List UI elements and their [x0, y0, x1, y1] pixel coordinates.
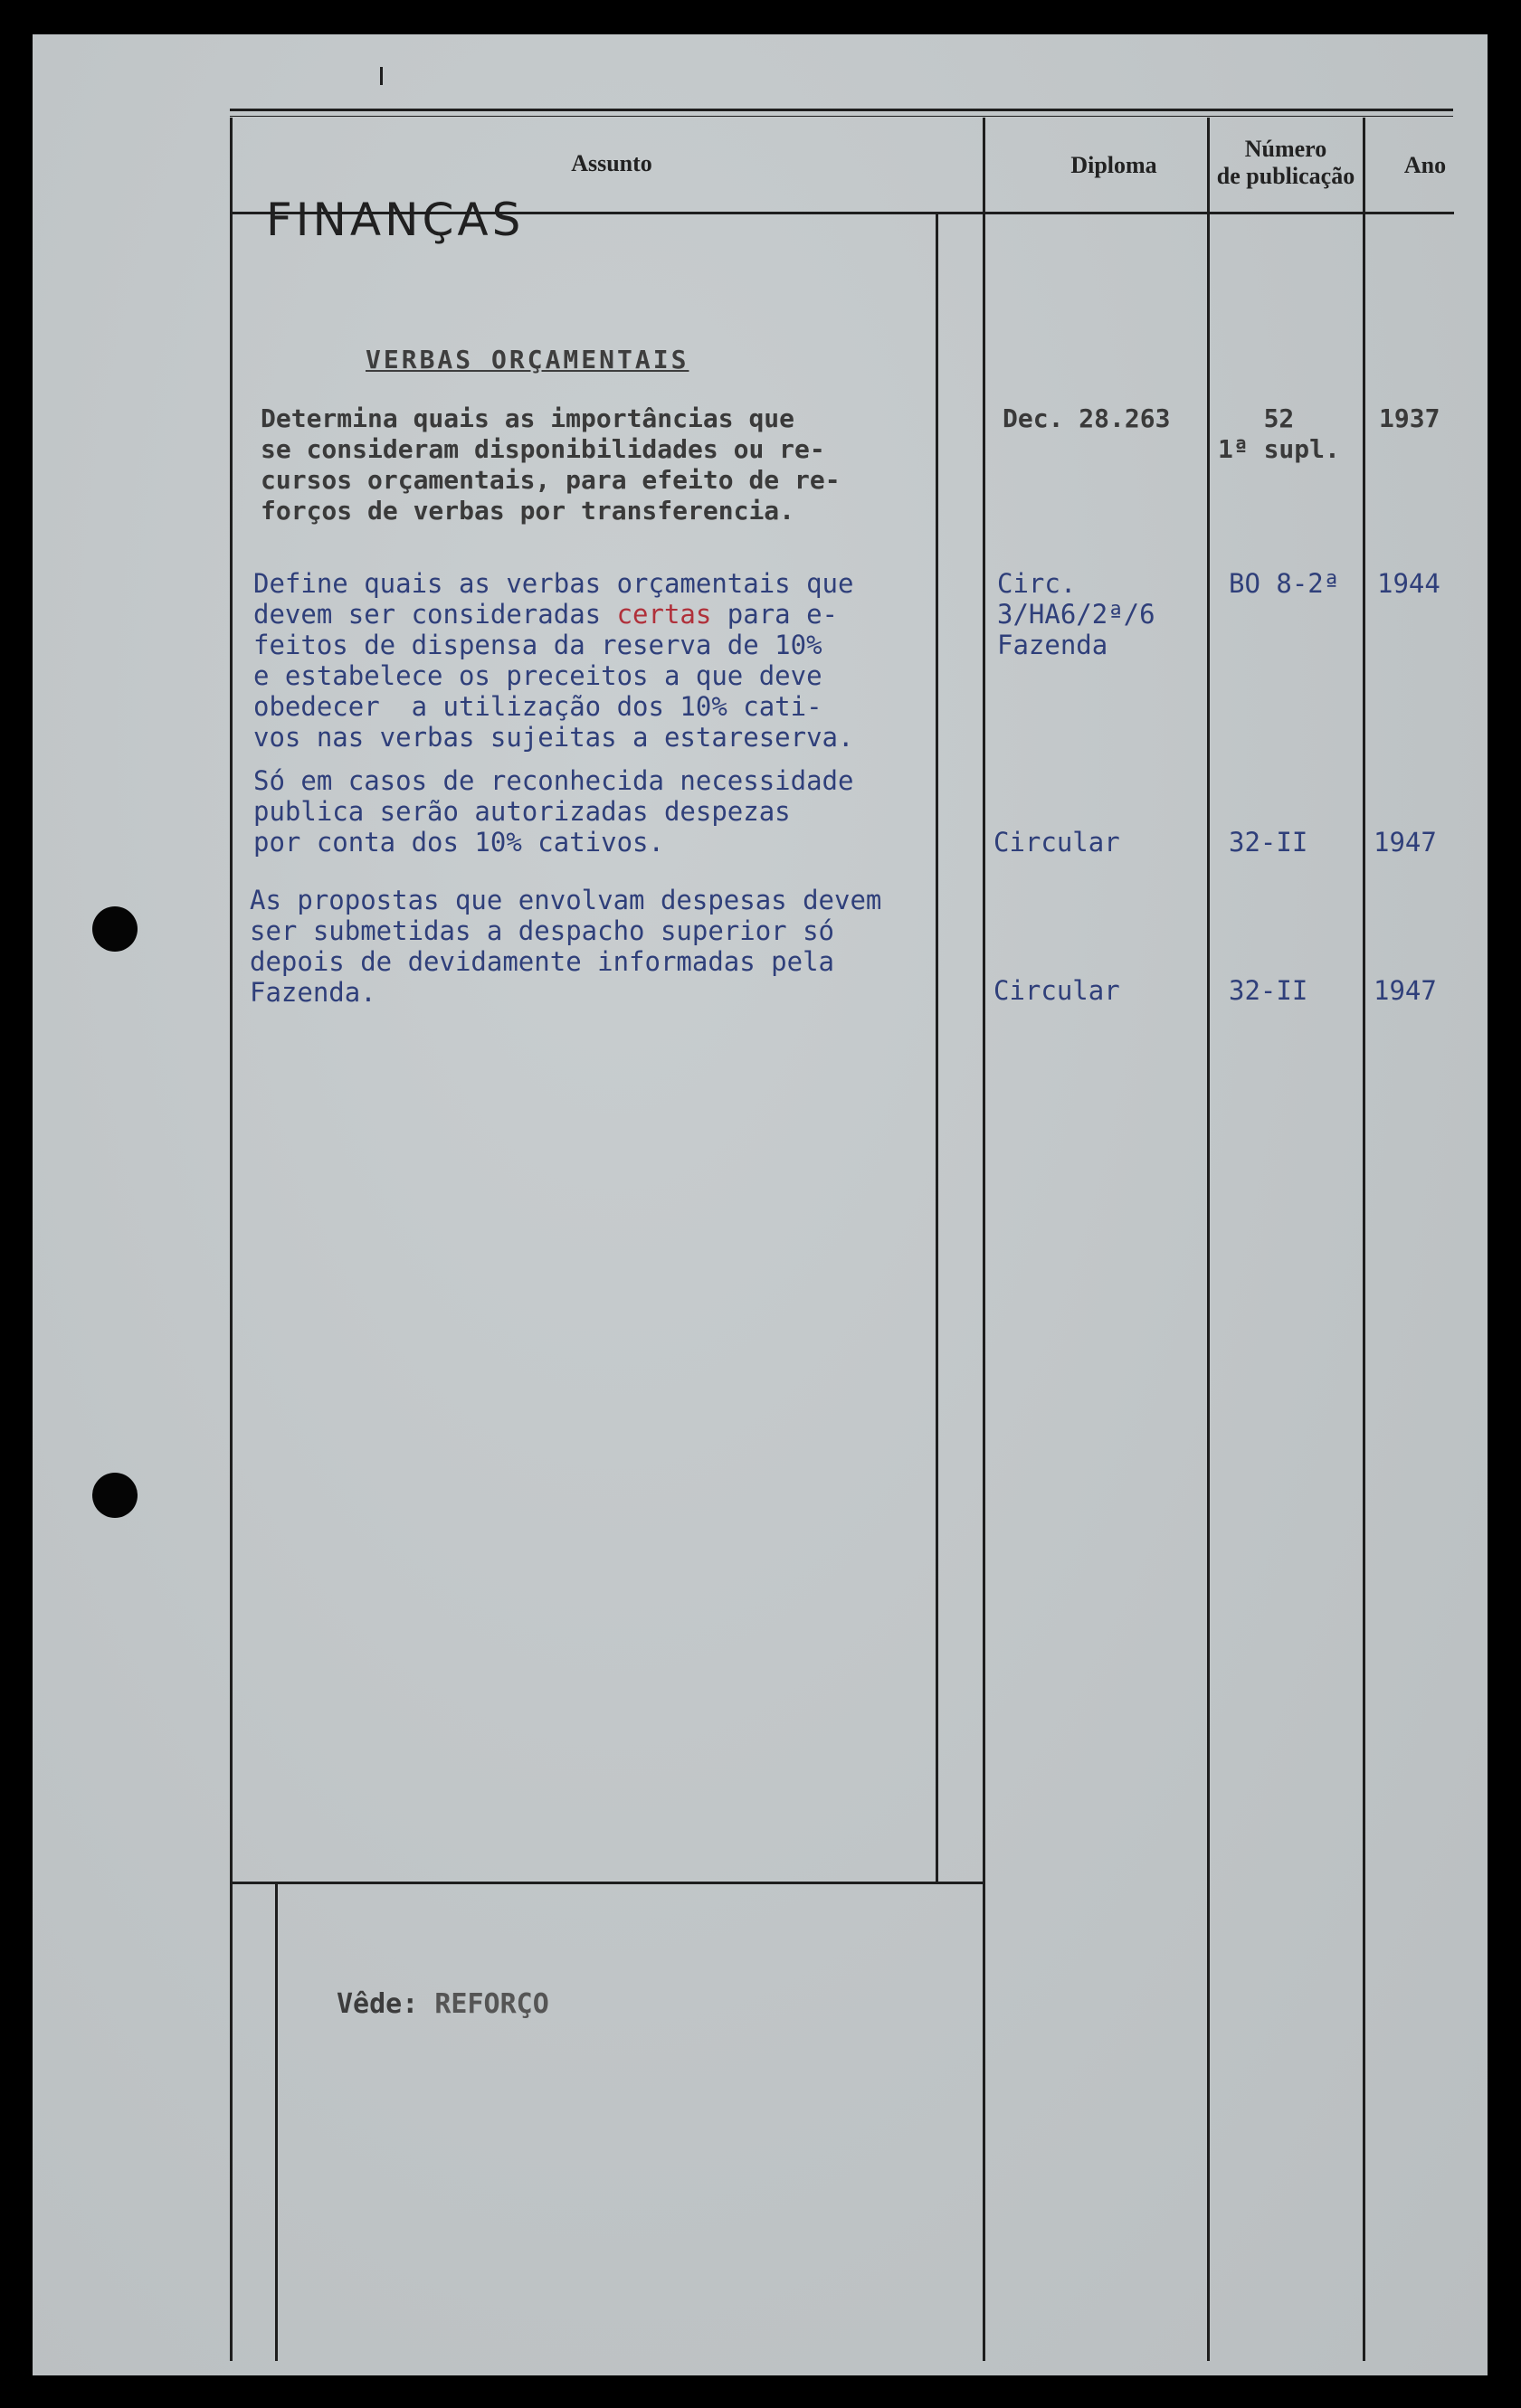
col-line-subject-right: [983, 118, 985, 2361]
header-rule-right: [1020, 212, 1454, 214]
entry-4-subject: As propostas que envolvam despesas devem ser submetidas a despacho superior só depois de devidamente informadas pela Fazenda.: [250, 885, 882, 1008]
entry-2-subject-part2: para e- feitos de dispensa da reserva de 10% e estabelece os preceitos a que deve obedecer a utilização dos 10% cati- vos nas verbas sujeitas a estareserva.: [253, 599, 854, 753]
top-rule-thin: [230, 116, 1453, 117]
see-also-ref: REFORÇO: [434, 1988, 549, 2020]
entry-1-diploma: Dec. 28.263: [1003, 403, 1171, 433]
col-line-number-right: [1363, 118, 1365, 2361]
entry-2-subject: [253, 568, 853, 753]
header-subject: Assunto: [571, 150, 652, 176]
col-line-inner-margin: [936, 213, 938, 1882]
entry-4-year: 1947: [1374, 975, 1437, 1006]
col-line-left: [230, 118, 233, 2361]
header-number-line1: Número: [1244, 136, 1327, 162]
entry-2-diploma: Circ. 3/HA6/2ª/6 Fazenda: [997, 568, 1155, 660]
entry-3-number: 32-II: [1229, 827, 1308, 858]
entry-2-subject-part1: Define quais as verbas orçamentais que devem ser consideradas: [253, 568, 854, 630]
header-number-line2: de publicação: [1216, 163, 1355, 189]
entry-1-year: 1937: [1379, 403, 1440, 433]
entry-1-number: 52 1ª supl.: [1218, 403, 1340, 464]
footer-rule: [230, 1882, 984, 1884]
entry-1-subject: Determina quais as importâncias que se consideram disponibilidades ou re- cursos orçamentais, para efeito de re- forços de verbas por transferencia.: [261, 403, 841, 526]
header-year: Ano: [1403, 152, 1447, 178]
entry-2-subject-highlight: certas: [616, 599, 712, 630]
top-rule: [230, 109, 1453, 111]
punch-hole-top: [92, 906, 138, 952]
entry-2-year: 1944: [1377, 568, 1440, 599]
index-card: [33, 34, 1488, 2375]
col-line-diploma-right: [1207, 118, 1210, 2361]
header-diploma: Diploma: [1070, 152, 1157, 178]
section-heading: VERBAS ORÇAMENTAIS: [366, 345, 689, 374]
margin-tick: [380, 67, 383, 85]
entry-3-year: 1947: [1374, 827, 1437, 858]
see-also-label: Vêde:: [337, 1988, 419, 2020]
entry-4-number: 32-II: [1229, 975, 1308, 1006]
footer-inner-line: [275, 1883, 278, 2361]
entry-2-number: BO 8-2ª: [1229, 568, 1340, 599]
header-number: [1211, 136, 1361, 190]
entry-3-subject: Só em casos de reconhecida necessidade publica serão autorizadas despezas por conta dos 10% cativos.: [253, 765, 854, 858]
entry-4-diploma: Circular: [993, 975, 1120, 1006]
punch-hole-bottom: [92, 1473, 138, 1518]
entry-3-diploma: Circular: [993, 827, 1120, 858]
category-handwritten: FINANÇAS: [266, 194, 525, 246]
see-also: [337, 1988, 549, 2020]
